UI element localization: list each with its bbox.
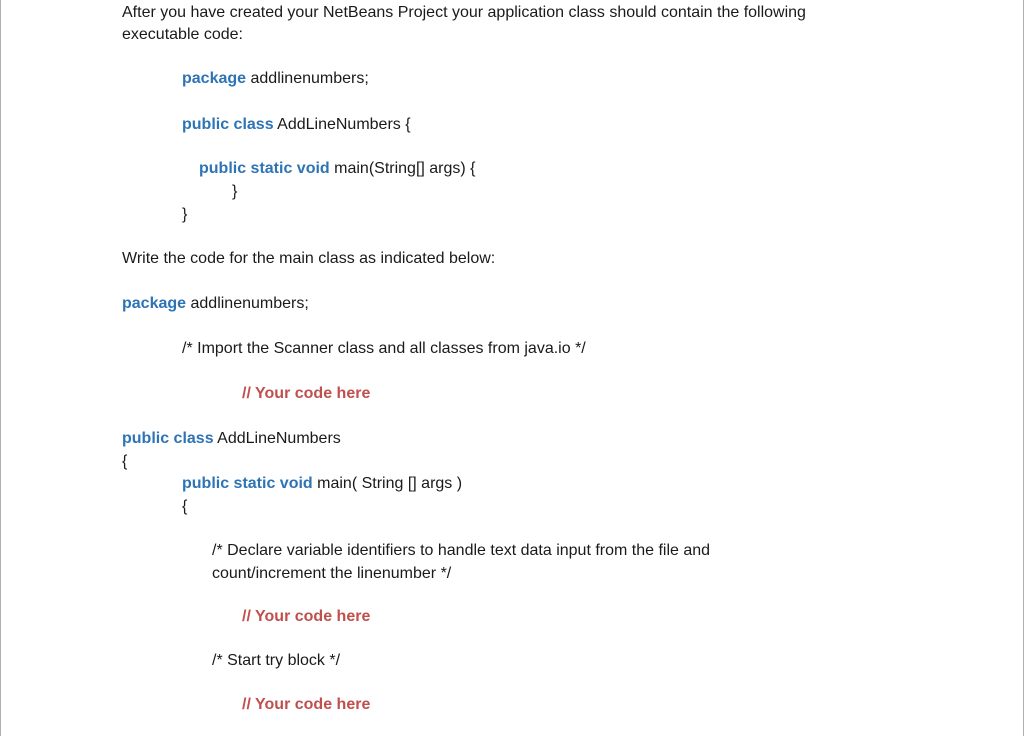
snippet2-package-line — [122, 293, 309, 315]
snippet1-class-keyword: public class — [182, 116, 274, 133]
instruction-text: Write the code for the main class as indicated below: — [122, 250, 496, 267]
snippet1-method-signature: main(String[] args) { — [329, 160, 476, 177]
snippet1-method-keyword: public static void — [199, 160, 330, 177]
snippet1-package-line — [182, 68, 369, 90]
snippet2-class-open: { — [122, 453, 128, 470]
snippet1-package-name: addlinenumbers; — [246, 70, 369, 87]
intro-line-2: executable code: — [122, 26, 243, 43]
snippet2-declare-comment-2: count/increment the linenumber */ — [212, 565, 452, 582]
snippet1-method-line — [199, 158, 476, 180]
snippet2-class-keyword: public class — [122, 430, 214, 447]
intro-line-1: After you have created your NetBeans Project your application class should contain the following — [122, 4, 806, 21]
snippet1-class-name: AddLineNumbers { — [273, 116, 411, 133]
snippet1-package-keyword: package — [182, 70, 247, 87]
snippet2-class-line — [122, 428, 341, 450]
snippet2-todo-2: // Your code here — [242, 608, 371, 625]
snippet2-package-name: addlinenumbers; — [186, 295, 309, 312]
snippet2-package-keyword: package — [122, 295, 187, 312]
snippet1-class-close: } — [182, 206, 188, 223]
snippet2-method-keyword: public static void — [182, 475, 313, 492]
snippet2-import-comment: /* Import the Scanner class and all classes from java.io */ — [182, 340, 586, 357]
snippet2-method-line — [182, 473, 462, 495]
snippet1-class-line — [182, 114, 411, 136]
snippet2-declare-comment-1: /* Declare variable identifiers to handle text data input from the file and — [212, 542, 711, 559]
snippet2-class-name: AddLineNumbers — [213, 430, 341, 447]
snippet2-try-comment: /* Start try block */ — [212, 652, 341, 669]
snippet2-method-open: { — [182, 498, 188, 515]
snippet2-todo-1: // Your code here — [242, 385, 371, 402]
snippet2-method-signature: main( String [] args ) — [312, 475, 463, 492]
snippet1-method-close: } — [232, 183, 238, 200]
snippet2-todo-3: // Your code here — [242, 696, 371, 713]
